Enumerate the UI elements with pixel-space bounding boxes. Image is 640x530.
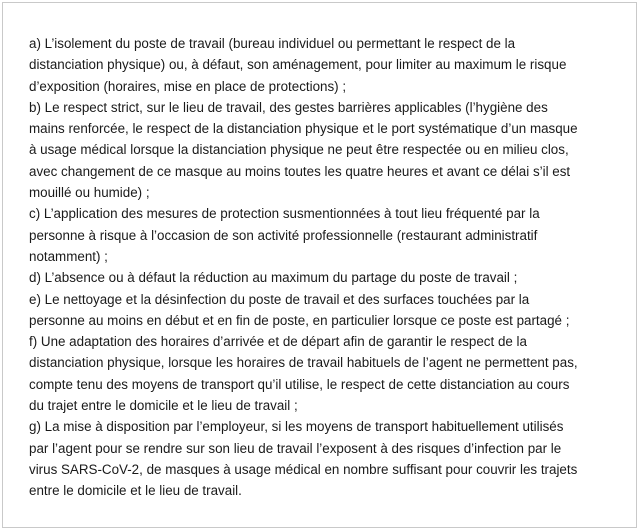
text-line: c) L’application des mesures de protection susmentionnées à tout lieu fréquenté par la <box>29 206 540 222</box>
text-line: compte tenu des moyens de transport qu’il utilise, le respect de cette distanciation au cours <box>29 376 570 392</box>
text-line: e) Le nettoyage et la désinfection du poste de travail et des surfaces touchées par la <box>29 291 530 307</box>
text-line: entre le domicile et le lieu de travail. <box>29 483 242 499</box>
text-line: a) L’isolement du poste de travail (bureau individuel ou permettant le respect de la <box>29 36 516 51</box>
text-line: d’exposition (horaires, mise en place de protections) ; <box>29 78 347 94</box>
text-line: mains renforcée, le respect de la distanciation physique et le port systématique d’un masque <box>29 121 578 137</box>
text-line: g) La mise à disposition par l’employeur, si les moyens de transport habituellement utilisés <box>29 419 564 435</box>
text-line: à usage médical lorsque la distanciation physique ne peut être respectée ou en milieu clos, <box>29 142 569 158</box>
text-line: b) Le respect strict, sur le lieu de travail, des gestes barrières applicables (l’hygiène des <box>29 99 548 115</box>
text-line: du trajet entre le domicile et le lieu de travail ; <box>29 398 298 414</box>
document-text <box>29 33 621 502</box>
text-line: d) L’absence ou à défaut la réduction au maximum du partage du poste de travail ; <box>29 270 518 286</box>
document-frame <box>2 2 637 528</box>
text-line: par l’agent pour se rendre sur son lieu de travail l’exposent à des risques d’infection par le <box>29 440 562 456</box>
text-line: distanciation physique) ou, à défaut, son aménagement, pour limiter au maximum le risque <box>29 57 567 73</box>
text-line: personne au moins en début et en fin de poste, en particulier lorsque ce poste est partagé ; <box>29 312 570 328</box>
text-line: virus SARS-CoV-2, de masques à usage médical en nombre suffisant pour couvrir les trajets <box>29 461 578 477</box>
text-line: personne à risque à l’occasion de son activité professionnelle (restaurant administratif <box>29 227 538 243</box>
text-line: f) Une adaptation des horaires d’arrivée et de départ afin de garantir le respect de la <box>29 334 527 350</box>
text-line: distanciation physique, lorsque les horaires de travail habituels de l’agent ne permettent pas, <box>29 355 578 371</box>
text-line: notamment) ; <box>29 248 108 264</box>
text-line: avec changement de ce masque au moins toutes les quatre heures et avant ce délai s’il est <box>29 163 571 179</box>
text-line: mouillé ou humide) ; <box>29 185 150 201</box>
